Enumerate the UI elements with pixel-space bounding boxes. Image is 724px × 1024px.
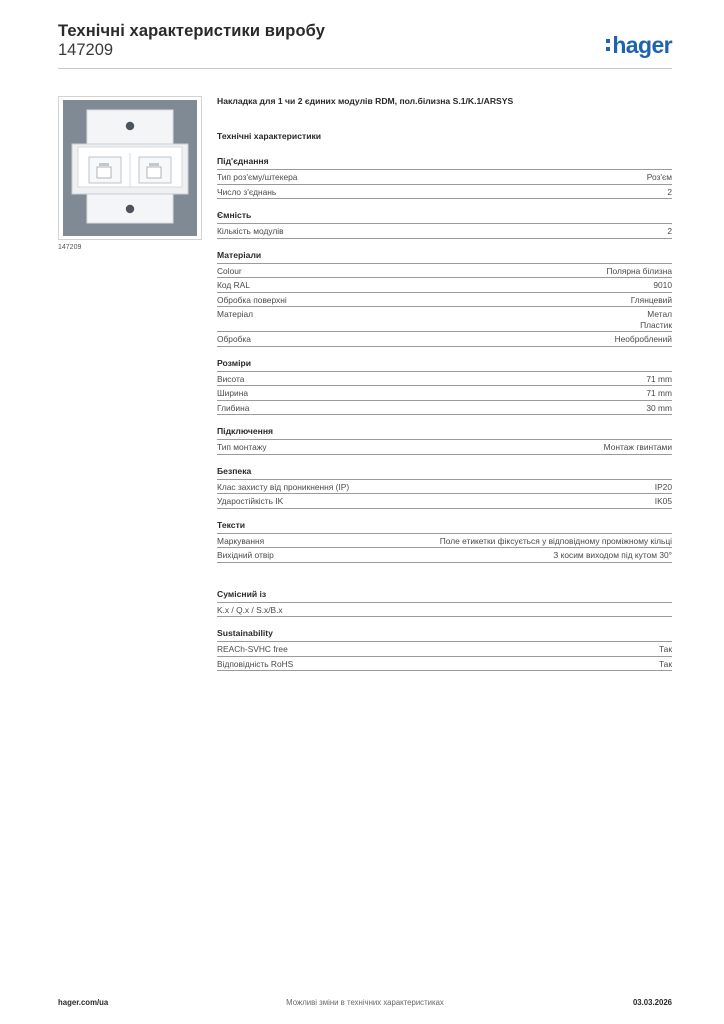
spec-row xyxy=(217,372,672,387)
spec-label: Маркування xyxy=(217,535,265,546)
spec-heading: Технічні характеристики xyxy=(217,131,322,141)
spec-value: 9010 xyxy=(653,280,672,290)
section-title: Sustainability xyxy=(217,628,672,642)
spec-value: 2 xyxy=(667,226,672,236)
page-header xyxy=(58,20,672,68)
section-title: Під'єднання xyxy=(217,156,672,170)
spec-label: Colour xyxy=(217,265,242,276)
product-number: 147209 xyxy=(58,41,114,59)
spec-label: Відповідність RoHS xyxy=(217,658,294,669)
spec-label: Глибина xyxy=(217,402,250,413)
footer-disclaimer: Можливі зміни в технічних характеристиках xyxy=(286,998,444,1007)
spec-row xyxy=(217,494,672,509)
spec-value: 2 xyxy=(667,186,672,197)
spec-row xyxy=(217,603,672,618)
spec-value: Необроблений xyxy=(614,334,672,344)
spec-row xyxy=(217,386,672,401)
footer-website-link[interactable]: hager.com/ua xyxy=(58,998,109,1007)
spec-row xyxy=(217,440,672,455)
section-title: Підключення xyxy=(217,426,672,440)
image-caption: 147209 xyxy=(58,244,82,251)
spec-label: Матеріал xyxy=(217,309,254,319)
spec-value: IK05 xyxy=(654,496,672,506)
section-title: Сумісний із xyxy=(217,589,672,603)
spec-label: Клас захисту від проникнення (IP) xyxy=(217,481,350,492)
section-title: Ємність xyxy=(217,210,672,224)
spec-row xyxy=(217,224,672,239)
section-title: Безпека xyxy=(217,466,672,480)
spec-label: Код RAL xyxy=(217,280,250,290)
logo-text: hager xyxy=(612,31,672,58)
spec-row xyxy=(217,293,672,308)
spec-value: Полярна білизна xyxy=(606,265,672,276)
spec-value: Так xyxy=(658,658,672,669)
spec-row xyxy=(217,332,672,347)
cover-plate-icon xyxy=(59,97,201,239)
spec-label: Вихідний отвір xyxy=(217,550,274,560)
spec-row xyxy=(217,170,672,185)
spec-label: K.x / Q.x / S.x/B.x xyxy=(217,604,283,615)
spec-content xyxy=(217,96,672,671)
spec-value: IP20 xyxy=(654,481,672,492)
spec-row xyxy=(217,480,672,495)
product-photo xyxy=(58,96,202,240)
spec-row xyxy=(217,642,672,657)
spec-value: Поле етикетки фіксується у відповідному проміжному кільці xyxy=(439,535,672,546)
footer-date: 03.03.2026 xyxy=(632,998,672,1007)
page-footer xyxy=(58,998,672,1010)
section-title: Розміри xyxy=(217,358,672,372)
spec-row xyxy=(217,548,672,563)
spec-label: Число з'єднань xyxy=(217,186,277,197)
hager-logo[interactable] xyxy=(606,32,672,58)
product-name: Накладка для 1 чи 2 єдиних модулів RDM, пол.білизна S.1/K.1/ARSYS xyxy=(217,96,514,106)
spec-value: Метал Пластик xyxy=(640,309,672,330)
section-title: Матеріали xyxy=(217,250,672,264)
spec-sections xyxy=(217,156,672,671)
spec-label: Тип роз'єму/штекера xyxy=(217,172,298,182)
spec-value: Монтаж гвинтами xyxy=(603,442,672,452)
spec-label: REACh-SVHC free xyxy=(217,644,288,654)
spec-value: 71 mm xyxy=(646,373,672,384)
spec-row xyxy=(217,657,672,672)
spec-value: Роз'єм xyxy=(646,172,672,182)
spec-row xyxy=(217,264,672,279)
spec-label: Обробка поверхні xyxy=(217,294,287,305)
logo-colon-icon xyxy=(606,39,610,51)
spec-row xyxy=(217,185,672,200)
document-title: Технічні характеристики виробу xyxy=(58,22,325,40)
spec-row xyxy=(217,534,672,549)
spec-value: 30 mm xyxy=(646,402,672,413)
spec-row xyxy=(217,307,672,332)
spec-row xyxy=(217,278,672,293)
spec-value: Так xyxy=(658,644,672,654)
spec-label: Кількість модулів xyxy=(217,226,284,236)
spec-row xyxy=(217,401,672,416)
spec-label: Ширина xyxy=(217,388,248,398)
spec-label: Тип монтажу xyxy=(217,442,267,452)
spec-label: Ударостійкість IK xyxy=(217,496,284,506)
header-divider xyxy=(58,68,672,69)
spec-value: 71 mm xyxy=(646,388,672,398)
spec-label: Обробка xyxy=(217,334,251,344)
spec-value: Глянцевий xyxy=(630,294,672,305)
section-title: Тексти xyxy=(217,520,672,534)
spec-label: Висота xyxy=(217,373,245,384)
spec-value: З косим виходом під кутом 30° xyxy=(553,550,672,560)
